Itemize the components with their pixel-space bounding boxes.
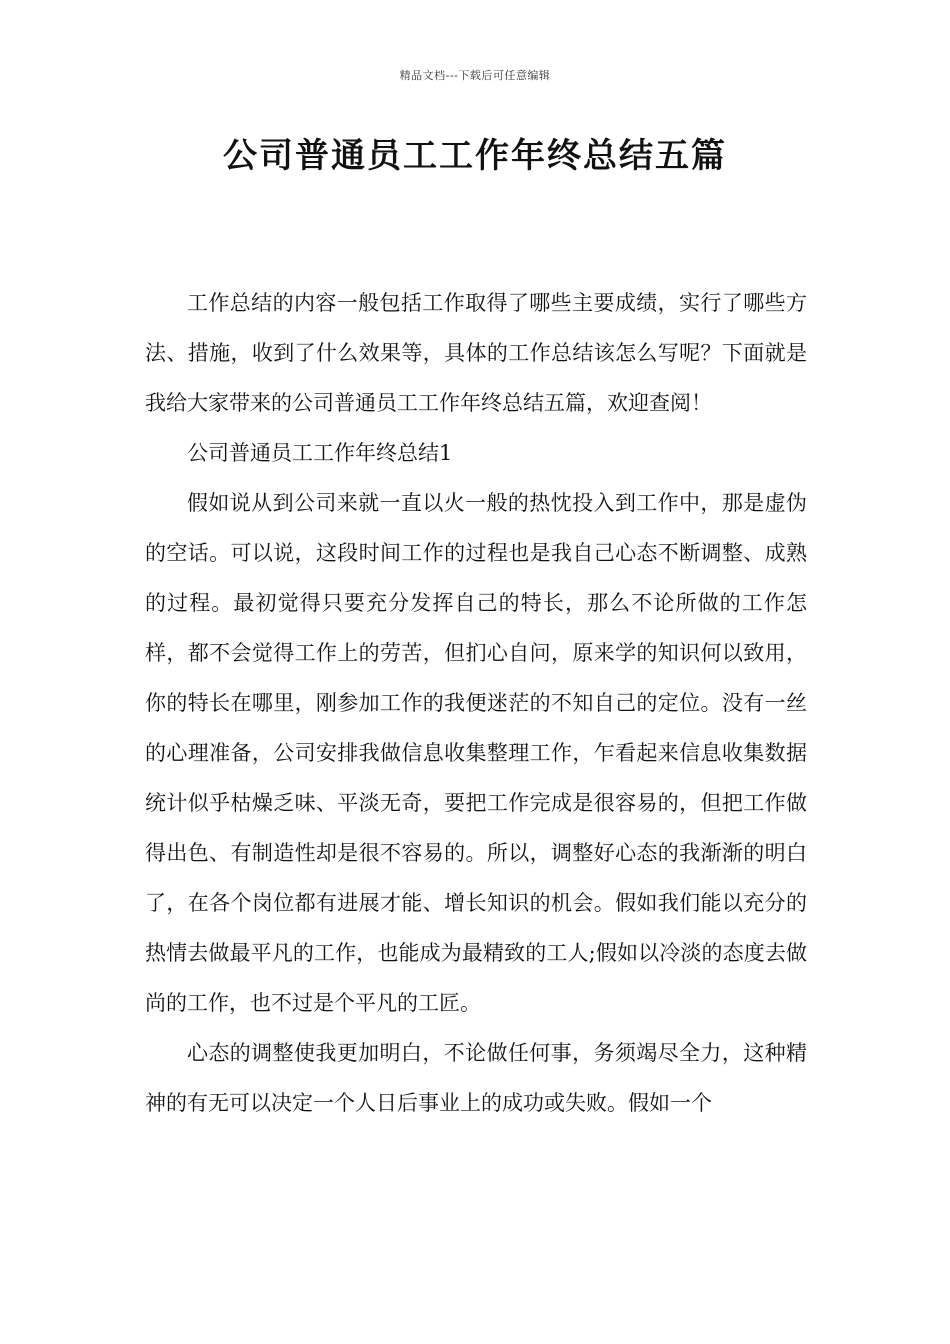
intro-paragraph: 工作总结的内容一般包括工作取得了哪些主要成绩，实行了哪些方法、措施，收到了什么效果等，具体的工作总结该怎么写呢？下面就是我给大家带来的公司普通员工工作年终总结五篇，欢迎查阅！	[145, 291, 807, 415]
document-title: 公司普通员工工作年终总结五篇	[223, 136, 727, 176]
document-header-note: 精品文档---下载后可任意编辑	[399, 69, 551, 82]
document-body	[145, 278, 807, 1128]
body-paragraph: 心态的调整使我更加明白，不论做任何事，务须竭尽全力，这种精神的有无可以决定一个人日后事业上的成功或失败。假如一个	[145, 1041, 807, 1115]
section-heading: 公司普通员工工作年终总结1	[187, 441, 453, 465]
body-paragraph: 假如说从到公司来就一直以火一般的热忱投入到工作中，那是虚伪的空话。可以说，这段时间工作的过程也是我自己心态不断调整、成熟的过程。最初觉得只要充分发挥自己的特长，那么不论所做的工作怎样，都不会觉得工作上的劳苦，但扪心自问，原来学的知识何以致用，你的特长在哪里，刚参加工作的我便迷茫的不知自己的定位。没有一丝的心理准备，公司安排我做信息收集整理工作，乍看起来信息收集数据统计似乎枯燥乏味、平淡无奇，要把工作完成是很容易的，但把工作做得出色、有制造性却是很不容易的。所以，调整好心态的我渐渐的明白了，在各个岗位都有进展才能、增长知识的机会。假如我们能以充分的热情去做最平凡的工作，也能成为最精致的工人;假如以冷淡的态度去做尚的工作，也不过是个平凡的工匠。	[145, 491, 807, 1015]
